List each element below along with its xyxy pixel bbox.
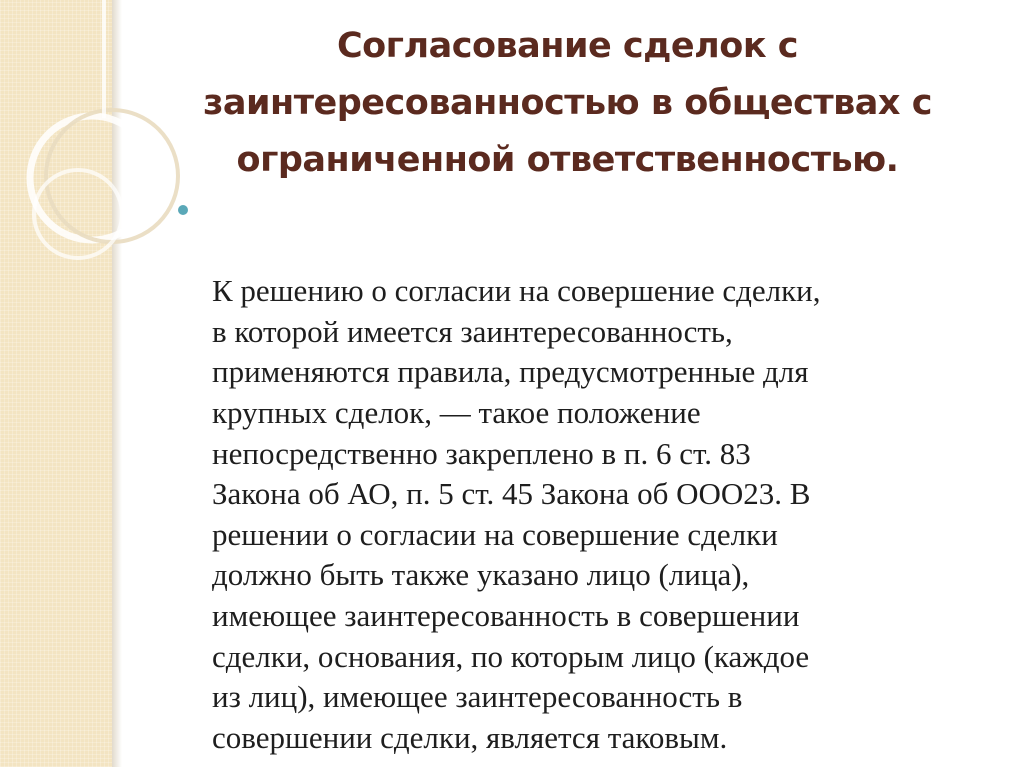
bullet-list	[178, 190, 978, 758]
round-bullet-icon	[178, 205, 188, 215]
bullet-item	[178, 190, 978, 758]
slide-title: Согласование сделок с заинтересованностью в обществах с ограниченной ответственностью.	[203, 26, 932, 180]
decorative-rings-icon	[0, 0, 160, 320]
bullet-text: К решению о согласии на совершение сделки, в которой имеется заинтересованность, применяются правила, предусмотренные для крупных сделок, — такое положение непосредственно закреплено в п. 6 ст. 83 Закона об АО, п. 5 ст. 45 Закона об ООО23. В решении о согласии на совершение сделки должно быть также указано лицо (лица), имеющее заинтересованность в совершении сделки, основания, по которым лицо (каждое из лиц), имеющее заинтересованность в совершении сделки, является таковым.	[212, 273, 821, 755]
